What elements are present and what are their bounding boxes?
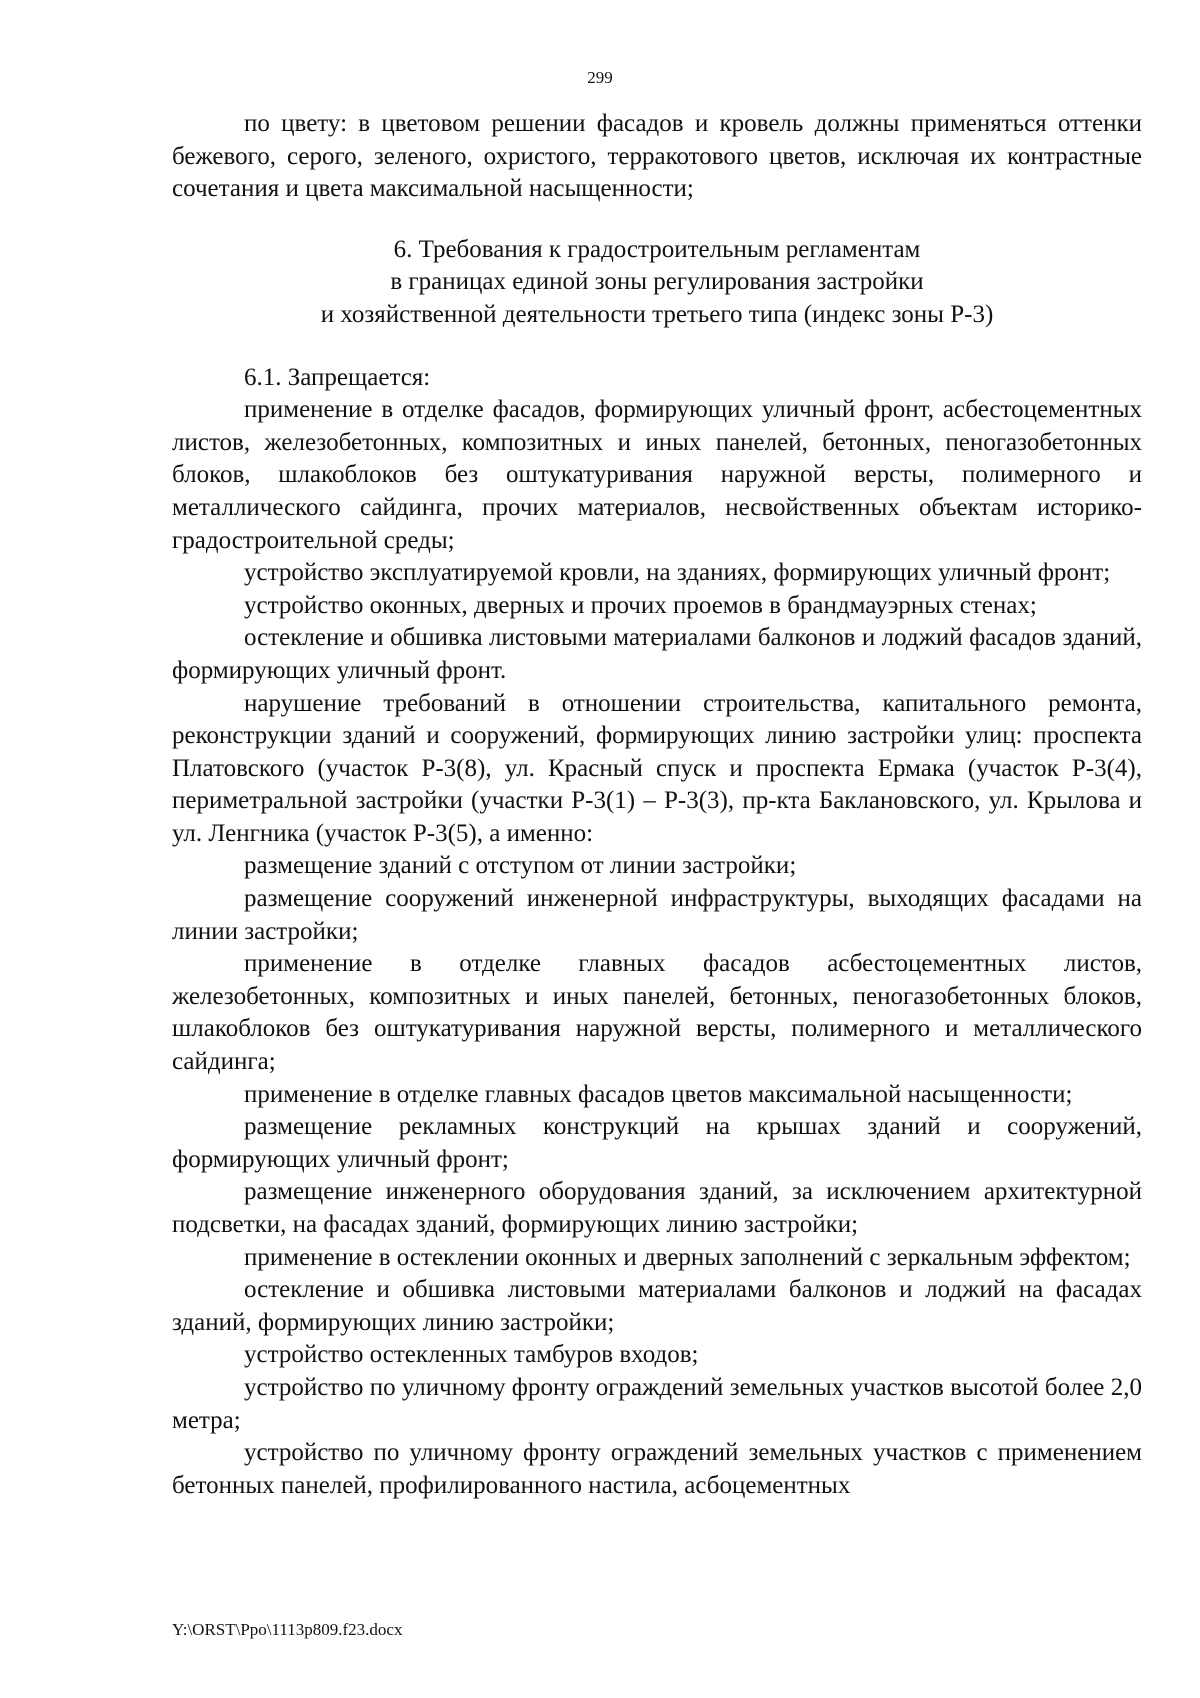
body-paragraph: применение в отделке фасадов, формирующих уличный фронт, асбестоцементных листов, железобетонных, композитных и иных панелей, бетонных, пеногазобетонных блоков, шлакоблоков без оштукатуривания наружной версты, полимерного и металлического сайдинга, прочих материалов, несвойственных объектам историко-градостроительной среды; [172, 396, 1142, 554]
body-paragraph: устройство по уличному фронту ограждений земельных участков с применением бетонных панелей, профилированного настила, асбоцементных [172, 1439, 1142, 1499]
body-paragraph: остекление и обшивка листовыми материалами балконов и лоджий на фасадах зданий, формирующих линию застройки; [172, 1276, 1142, 1336]
section-heading-line: и хозяйственной деятельности третьего типа (индекс зоны Р-3) [320, 300, 994, 328]
body-paragraph: размещение рекламных конструкций на крышах зданий и сооружений, формирующих уличный фронт; [172, 1113, 1142, 1173]
body-paragraph: устройство оконных, дверных и прочих проемов в брандмауэрных стенах; [244, 591, 1037, 619]
section-heading-line: 6. Требования к градостроительным регламентам [393, 235, 921, 263]
document-body [172, 108, 1142, 1502]
body-paragraph: размещение зданий с отступом от линии застройки; [244, 852, 797, 880]
subsection-title: 6.1. Запрещается: [244, 363, 431, 391]
section-heading-line: в границах единой зоны регулирования застройки [390, 268, 924, 296]
body-paragraph: размещение инженерного оборудования зданий, за исключением архитектурной подсветки, на фасадах зданий, формирующих линию застройки; [172, 1178, 1142, 1238]
body-paragraph: применение в отделке главных фасадов цветов максимальной насыщенности; [244, 1080, 1073, 1108]
body-paragraph: размещение сооружений инженерной инфраструктуры, выходящих фасадами на линии застройки; [172, 885, 1142, 945]
intro-paragraph: по цвету: в цветовом решении фасадов и кровель должны применяться оттенки бежевого, серого, зеленого, охристого, терракотового цветов, исключая их контрастные сочетания и цвета максимальной насыщенности; [172, 110, 1142, 203]
section-heading [172, 234, 1142, 332]
body-paragraph: устройство остекленных тамбуров входов; [244, 1341, 699, 1369]
footer-file-path: Y:\ORST\Ppo\1113p809.f23.docx [172, 1620, 403, 1639]
body-paragraph: устройство по уличному фронту ограждений земельных участков высотой более 2,0 метра; [172, 1373, 1142, 1434]
body-paragraph: остекление и обшивка листовыми материалами балконов и лоджий фасадов зданий, формирующих уличный фронт. [172, 624, 1142, 684]
body-paragraph: устройство эксплуатируемой кровли, на зданиях, формирующих уличный фронт; [244, 559, 1111, 587]
body-paragraph: нарушение требований в отношении строительства, капитального ремонта, реконструкции зданий и сооружений, формирующих линию застройки улиц: проспекта Платовского (участок Р-3(8), ул. Красный спуск и проспекта Ермака (участок Р-3(4), периметральной застройки (участки Р-3(1) – Р-3(3), пр-кта Баклановского, ул. Крылова и ул. Ленгника (участок Р-3(5), а именно: [172, 689, 1142, 847]
body-paragraph: применение в остеклении оконных и дверных заполнений с зеркальным эффектом; [244, 1243, 1131, 1271]
body-paragraph: применение в отделке главных фасадов асбестоцементных листов, железобетонных, композитных и иных панелей, бетонных, пеногазобетонных блоков, шлакоблоков без оштукатуривания наружной версты, полимерного и металлического сайдинга; [172, 950, 1142, 1076]
page-number: 299 [587, 68, 613, 87]
